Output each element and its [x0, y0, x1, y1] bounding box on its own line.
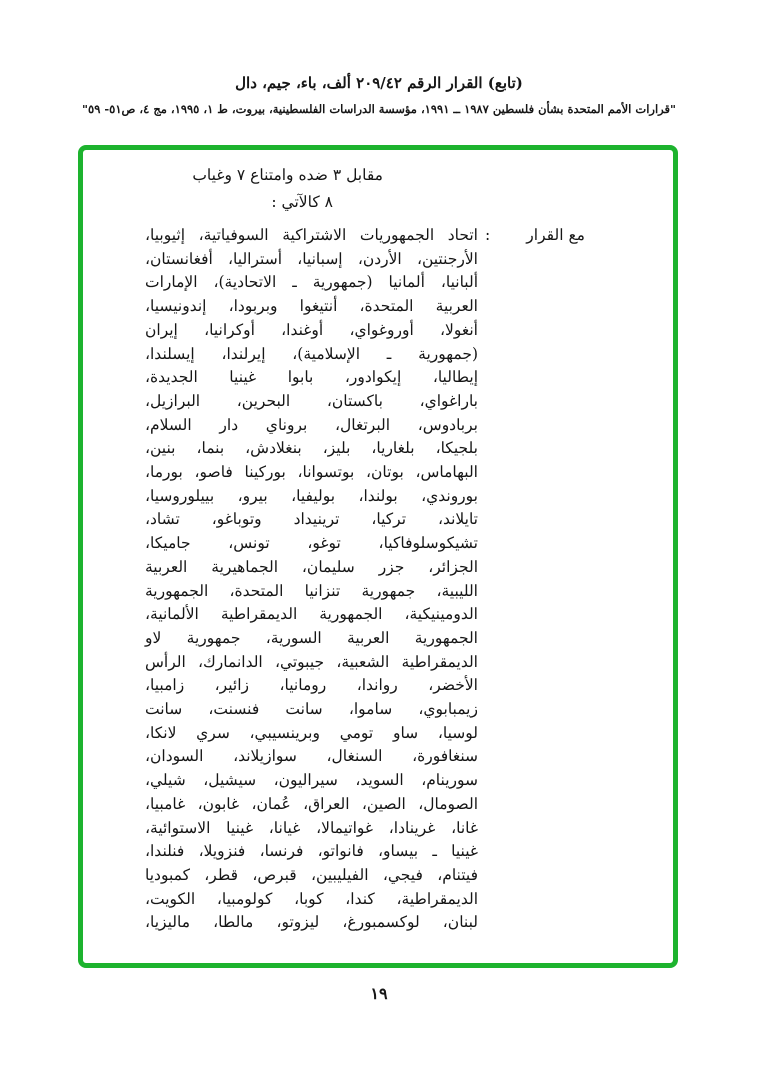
- body-line: اتحاد الجمهوريات الاشتراكية السوفياتية، إثيوبيا،: [145, 226, 478, 244]
- page-title: (تابع) القرار الرقم ٢٠٩/٤٢ ألف، باء، جيم، دال: [235, 74, 523, 92]
- page-number: ١٩: [370, 984, 388, 1003]
- vote-body: [145, 224, 478, 935]
- body-line: أنغولا، أوروغواي، أوغندا، أوكرانيا، إيران: [145, 320, 478, 339]
- body-line: سورينام، السويد، سيراليون، سيشيل، شيلي،: [145, 771, 478, 790]
- source-citation: "قرارات الأمم المتحدة بشأن فلسطين ١٩٨٧ ــ ١٩٩١، مؤسسة الدراسات الفلسطينية، بيروت، ط ١، ١٩٩٥، مج ٤، ص٥١- ٥٩": [82, 102, 676, 116]
- body-line: غينيا ـ بيساو، فانواتو، فرنسا، فنزويلا، فنلندا،: [145, 842, 478, 861]
- body-line: البهاماس، بوتان، بوتسوانا، بوركينا فاصو، بورما،: [145, 463, 478, 482]
- vote-label-row: [485, 224, 585, 248]
- body-line: بربادوس، البرتغال، بروناي دار السلام،: [145, 415, 478, 434]
- content-box: [78, 145, 678, 968]
- body-line: بلجيكا، بلغاريا، بليز، بنغلادش، بنما، بنين،: [145, 439, 478, 458]
- body-line: إيطاليا، إيكوادور، بابوا غينيا الجديدة،: [145, 368, 478, 387]
- body-line: (جمهورية ـ الإسلامية)، إيرلندا، إيسلندا،: [145, 344, 478, 363]
- body-line: الأرجنتين، الأردن، إسبانيا، أستراليا، أفغانستان،: [145, 249, 478, 268]
- body-line: غانا، غرينادا، غواتيمالا، غيانا، غينيا الاستوائية،: [145, 818, 478, 837]
- intro-line-1: مقابل ٣ ضده وامتناع ٧ وغياب: [192, 166, 383, 184]
- body-line: تايلاند، تركيا، ترينيداد وتوباغو، تشاد،: [145, 510, 478, 529]
- body-line: لوسيا، ساو تومي وبرينسيبي، سري لانكا،: [145, 723, 478, 742]
- body-line: الديمقراطية، كندا، كوبا، كولومبيا، الكويت،: [145, 889, 478, 908]
- body-line: الجزائر، جزر سليمان، الجماهيرية العربية: [145, 557, 478, 576]
- body-line: العربية المتحدة، أنتيغوا وبربودا، إندونيسيا،: [145, 297, 478, 316]
- body-line: باراغواي، باكستان، البحرين، البرازيل،: [145, 391, 478, 410]
- vote-label: مع القرار: [526, 226, 585, 244]
- body-line: زيمبابوي، ساموا، سانت فنسنت، سانت: [145, 700, 478, 719]
- body-line: الجمهورية العربية السورية، جمهورية لاو: [145, 628, 478, 647]
- body-line: ألبانيا، ألمانيا (جمهورية ـ الاتحادية)، الإمارات: [145, 273, 478, 292]
- body-line: الصومال، الصين، العراق، عُمان، غابون، غامبيا،: [145, 794, 478, 813]
- body-line: الأخضر، رواندا، رومانيا، زائير، زامبيا،: [145, 676, 478, 695]
- body-line: الديمقراطية الشعبية، جيبوتي، الدانمارك، الرأس: [145, 652, 478, 671]
- body-line: تشيكوسلوفاكيا، توغو، تونس، جاميكا،: [145, 534, 478, 553]
- body-line: الليبية، جمهورية تنزانيا المتحدة، الجمهورية: [145, 581, 478, 600]
- body-line: فيتنام، فيجي، الفيليبين، قبرص، قطر، كمبوديا: [145, 865, 478, 884]
- intro-line-2: ٨ كالآتي :: [271, 193, 333, 211]
- body-line: الدومينيكية، الجمهورية الديمقراطية الألمانية،: [145, 605, 478, 624]
- vote-colon: :: [485, 226, 491, 244]
- body-line: سنغافورة، السنغال، سوازيلاند، السودان،: [145, 747, 478, 766]
- body-line: بوروندي، بولندا، بوليفيا، بيرو، بييلوروسيا،: [145, 486, 478, 505]
- vote-record: [145, 224, 585, 935]
- body-line: لبنان، لوكسمبورغ، ليزوتو، مالطا، ماليزيا،: [145, 913, 478, 932]
